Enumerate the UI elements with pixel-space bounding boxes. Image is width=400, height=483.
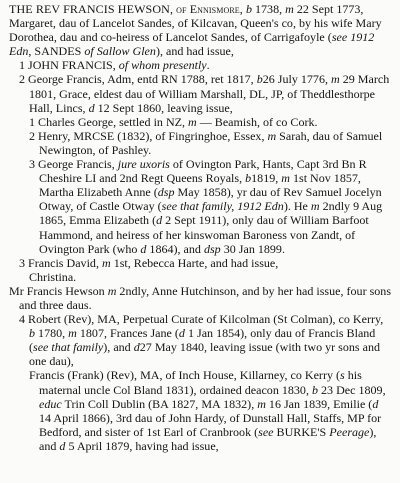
text: Mr Francis Hewson xyxy=(9,283,108,298)
text: 3 George Francis, xyxy=(29,157,118,172)
abbr-educated: educ xyxy=(39,396,62,411)
abbr-dsp: dsp xyxy=(203,241,221,256)
name-heading: THE REV FRANCIS HEWSON, of Ennismore, xyxy=(9,2,246,16)
reference: jure uxoris xyxy=(117,157,170,172)
child-1 xyxy=(9,58,392,72)
text: Christina. xyxy=(29,269,77,284)
text: 26 July 1776, xyxy=(262,72,331,87)
text: 2ndly, Anne Hutchinson, and by her had issue, four sons and three daus. xyxy=(19,283,392,312)
child-3 xyxy=(9,256,392,270)
abbr-dsp: dsp xyxy=(157,185,175,200)
abbr-married: m xyxy=(281,171,290,186)
abbr-died: d xyxy=(88,100,95,115)
abbr-born: b xyxy=(256,72,263,87)
text: 1780, xyxy=(35,326,69,341)
abbr-born: b xyxy=(311,382,319,397)
text: 16 Jan 1839, Emilie ( xyxy=(265,396,373,411)
abbr-married: m xyxy=(331,72,340,87)
reference: see that family, 1912 Edn xyxy=(161,199,284,214)
text: ), and xyxy=(39,424,377,453)
text: 1 Charles George, settled in NZ, xyxy=(29,114,189,129)
abbr-married: m xyxy=(188,114,197,129)
reference: see xyxy=(258,424,274,439)
text: of Ovington Park, Hants, Capt 3rd Bn R Cheshire LI and 2nd Regt Queens Royals, xyxy=(39,157,367,186)
grandchild-2 xyxy=(9,129,392,157)
abbr-born: b xyxy=(29,326,36,341)
text: 2 Henry, MRCSE (1832), of Fingringhoe, Essex, xyxy=(29,128,268,143)
text: 1807, Frances Jane ( xyxy=(76,326,179,341)
grandchild-1 xyxy=(9,115,392,129)
abbr-born: b xyxy=(245,171,252,186)
abbr-died: d xyxy=(178,326,185,341)
abbr-married: m xyxy=(107,283,117,298)
text: 1819, xyxy=(251,171,282,186)
abbr-died: d xyxy=(140,241,147,256)
text: 12 Sept 1860, leaving issue, xyxy=(94,100,233,115)
reference: Peerage xyxy=(329,424,370,439)
child-3-issue xyxy=(9,270,392,284)
text: ). He xyxy=(283,199,311,214)
text: 1 Jan 1854), only dau of Francis Bland ( xyxy=(29,326,376,355)
text: 1st, Rebecca Harte, and had issue, xyxy=(110,255,279,270)
text: 4 Robert (Rev), MA, Perpetual Curate of Kilcolman (St Colman), co Kerry, xyxy=(19,312,384,327)
text: May 1858), yr dau of Rev Samuel Jocelyn Otway, of Castle Otway ( xyxy=(39,185,382,214)
abbr-born: b xyxy=(245,2,252,16)
text: — Beamish, of co Cork. xyxy=(196,114,318,129)
abbr-died: d xyxy=(372,396,379,411)
text: ), and xyxy=(103,340,134,355)
abbr-married: m xyxy=(68,326,77,341)
text: , SANDES xyxy=(28,44,85,59)
abbr-married: m xyxy=(267,128,277,143)
grandchild-3 xyxy=(9,157,392,256)
abbr-married: m xyxy=(310,199,320,214)
text: 1st Nov 1857, Martha Elizabeth Anne ( xyxy=(39,171,361,200)
text: 2ndly 9 Aug 1865, Emma Elizabeth ( xyxy=(39,199,383,228)
text: 3 Francis David, xyxy=(19,255,102,270)
reference: see that family xyxy=(33,340,104,355)
reference: of whom presently xyxy=(118,58,207,73)
text: 1 JOHN FRANCIS, xyxy=(19,58,119,73)
text: 29 March 1801, Grace, eldest dau of William Marshall, DL, JP, of Theddlesthorpe Hall, Lincs, xyxy=(29,72,390,115)
text: Trin Coll Dublin (BA 1827, MA 1832), xyxy=(61,396,258,411)
abbr-succeeded: s xyxy=(340,368,345,383)
text: 5 April 1879, having had issue, xyxy=(65,438,219,453)
text: 2 Sept 1911), only dau of William Barfoot Hammond, and heiress of her kinswoman Baroness von Zandt, of Ovington Park (who xyxy=(39,213,369,256)
abbr-married: m xyxy=(285,2,294,16)
text: 1738, xyxy=(252,2,286,16)
abbr-married: m xyxy=(257,396,266,411)
abbr-died: d xyxy=(59,438,66,453)
text: 27 May 1840, leaving issue (with two yr sons and one dau), xyxy=(29,340,381,369)
text: Francis (Frank) (Rev), MA, of Inch House, Killarney, co Kerry ( xyxy=(29,368,341,383)
child-4 xyxy=(9,312,392,368)
text: 23 Dec 1809, xyxy=(318,382,386,397)
paragraph-francis-hewson xyxy=(9,2,392,58)
child-2 xyxy=(9,72,392,114)
text: BURKE'S xyxy=(273,424,330,439)
text: 2 George Francis, Adm, entd RN 1788, ret 1817, xyxy=(19,72,257,87)
second-marriage xyxy=(9,284,392,312)
text: 14 April 1866), 3rd dau of John Hardy, of Dunstall Hall, Staffs, MP for Bedford, and sister of 1st Earl of Cranbrook ( xyxy=(39,410,382,439)
text: ), and had issue, xyxy=(155,44,234,59)
text: 1864), and xyxy=(146,241,204,256)
text: 22 Sept 1773, Margaret, dau of Lancelot Sandes, of Kilcavan, Queen's co, by his wife Mary Dorothea, dau and co-heiress of Lancelot Sandes, of Carrigafoyle ( xyxy=(9,2,382,45)
reference: see 1912 Edn xyxy=(9,30,375,59)
text: his maternal uncle Col Bland 1831), ordained deacon 1830, xyxy=(39,368,362,397)
abbr-married: m xyxy=(101,255,111,270)
reference: of Sallow Glen xyxy=(84,44,156,59)
grandchild-francis xyxy=(9,368,392,453)
abbr-died: d xyxy=(133,340,140,355)
text: . xyxy=(206,58,210,73)
text: 30 Jan 1899. xyxy=(220,241,285,256)
text: Sarah, dau of Samuel Newington, of Pashley. xyxy=(39,128,383,157)
abbr-died: d xyxy=(156,213,163,228)
